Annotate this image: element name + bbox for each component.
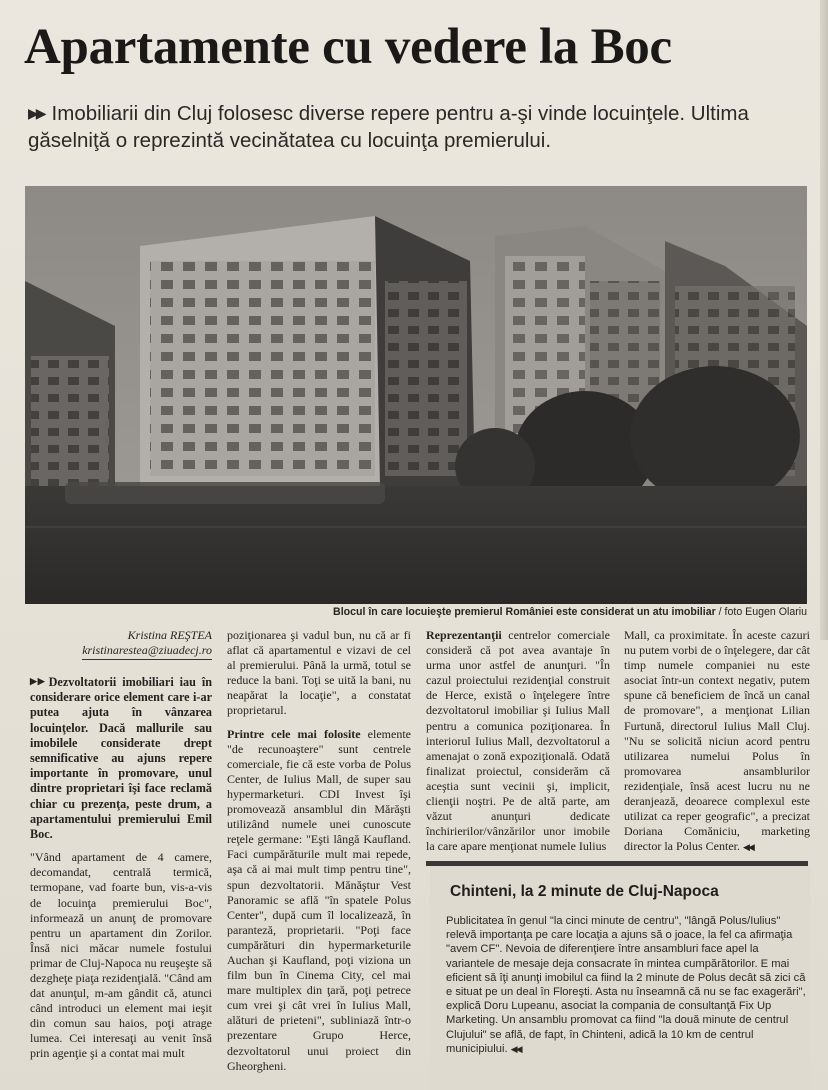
photo-credit: / foto Eugen Olariu: [715, 606, 807, 618]
building-photo-illustration: [25, 186, 807, 604]
double-arrow-icon: ▶▶: [30, 676, 46, 686]
paragraph: Mall, ca proximitate. În aceste cazuri nu putem vorbi de o înţelegere, dar cât timp numele companiei nu este asociat într-un context negativ, putem spune că beneficiem de încă un canal de promovare", a menţionat Lilian Furtună, directorul Iulius Mall Cluj. "Nu se solicită niciun acord pentru utilizarea numelui Polus în promovarea ansamblurilor rezidenţiale, însă acest lucru nu ne deranjează, deoarece complexul este utilizat ca reper geografic", a precizat Doriana Comăniciu, marketing director la Polus Center. ◀◀: [624, 628, 810, 854]
author-email[interactable]: kristinarestea@ziuadecj.ro: [82, 643, 212, 660]
double-arrow-icon: ▶▶: [28, 105, 44, 121]
intro-paragraph: ▶▶ Dezvoltatorii imobiliari iau în considerare orice element care i-ar putea ajuta în vânzarea locuinţelor. Dacă mallurile sau imobilele considerate drept semnificative au ajuns repere importante în promovare, unul dintre proprietari îşi face reclamă chiar cu prezenţa, peste drum, a apartamentului premierului Emil Boc.: [30, 675, 212, 842]
article-column-4: [624, 628, 810, 855]
lede: [28, 100, 818, 154]
end-mark-icon: ◀◀: [742, 842, 753, 853]
paragraph-lead: Printre cele mai folosite: [227, 726, 361, 741]
photo-caption: [25, 605, 807, 619]
page-edge: [820, 0, 828, 640]
headline: Apartamente cu vedere la Boc: [24, 19, 672, 75]
article-column-2: [227, 628, 411, 1074]
author-name: Kristina REŞTEA: [127, 628, 212, 642]
parked-cars: [65, 482, 385, 504]
sidebar-body: Publicitatea în genul "la cinci minute de centru", "lângă Polus/Iulius" relevă importanţa pe care locaţia a ajuns să o joace, la fel ca afirmaţia "avem CF". Nevoia de diferenţiere între ansambluri face apel la variantele de mesaje deja consacrate în mintea cumpărătorilor. E mai eficient să îţi anunţi imobilul ca fiind la 2 minute de Polus decât să zici că e situat pe un deal în Floreşti. Asta nu înseamnă că nu se fac exagerări", explică Doru Lupeanu, asociat la compania de consultanţă Fix Up Marketing. Un ansamblu promovat ca fiind "la două minute de centrul Clujului" se află, de fapt, în Chinteni, adică la 10 km de centrul municipiului. ◀◀: [446, 915, 806, 1055]
paragraph: Reprezentanţii centrelor comerciale consideră că pot avea avantaje în urma unor astfel de anunţuri. "În cazul proiectului rezidenţial construit de Herce, există o înţelegere între dezvoltatorul imobiliar şi Iulius Mall pentru a comunica poziţionarea. În interiorul Iulius Mall, dezvoltatorul a amenajat o zonă expoziţională. Odată finalizat proiectul, considerăm că aceştia sunt vecinii şi, implicit, clienţii noştri. Pe de altă parte, am văzut anunţuri dedicate închirierilor/vânzărilor unor imobile la care apare menţionat numele Iulius: [426, 628, 610, 854]
end-mark-icon: ◀◀: [510, 1043, 521, 1054]
byline: [30, 628, 212, 660]
article-photo: [25, 186, 807, 604]
lede-text: Imobiliarii din Cluj folosesc diverse repere pentru a-şi vinde locuinţele. Ultima găselniţă o reprezintă vecinătatea cu locuinţa premierului.: [28, 102, 749, 152]
paragraph: poziţionarea şi vadul bun, nu că ar fi aflat că apartamentul e vizavi de cel al premierului. Până la urmă, totul se reduce la bani. Toţi se uită la bani, nu neapărat la locaţie", a constatat proprietarul.: [227, 628, 411, 718]
sidebar-title: Chinteni, la 2 minute de Cluj-Napoca: [450, 883, 719, 900]
paragraph: Printre cele mai folosite elemente "de recunoaştere" sunt centrele comerciale, fie că este vorba de Polus Center, de Iulius Mall, de super sau hypermarketuri. CDI Invest îşi promovează ansamblul din Mărăşti utilizând numele unei cunoscute reţele germane: "Eşti lângă Kaufland. Faci cumpărăturile mult mai repede, aşa că ai mai mult timp pentru tine", spun dezvoltatorii. Mănăştur Vest Panoramic se află "în spatele Polus Center", după cum îl localizează, în paranteză, proprietarii. "Poţi face cumpărături din hypermarketurile Auchan şi Kaufland, poţi viziona un film bun în Cinema City, cel mai mare multiplex din ţară, poţi petrece cum vrei şi cât vrei în Iulius Mall, alături de prieteni", subliniază într-o prezentare Grupo Herce, dezvoltatorul unui proiect din Gheorgheni.: [227, 726, 411, 1073]
article-column-1: [30, 628, 212, 1062]
caption-text: Blocul în care locuieşte premierul României este considerat un atu imobiliar: [333, 606, 716, 618]
tree: [630, 366, 800, 506]
paragraph-lead: Reprezentanţii: [426, 628, 502, 642]
article-column-3: [426, 628, 610, 854]
paragraph: "Vând apartament de 4 camere, decomandat, centrală termică, termopane, vad foarte bun, vis-a-vis de locuinţa premierului Boc", informează un anunţ de promovare pentru un apartament din Zorilor. Însă nici măcar numele fostului primar de Cluj-Napoca nu reuşeşte să dezgheţe piaţa rezidenţială. "Când am dat anunţul, m-am gândit că, atunci când introduci un element mai ieşit din comun sau haios, poţi atrage lumea. Cei interesaţi au venit însă prin agenţie şi a contat mai mult: [30, 850, 212, 1061]
